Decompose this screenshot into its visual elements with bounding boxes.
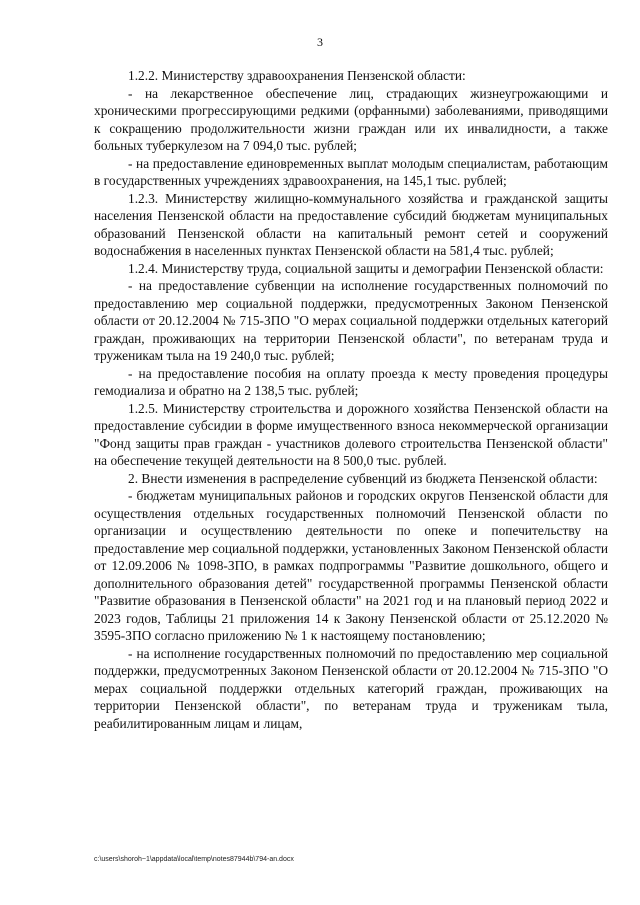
paragraph-social-support: - на исполнение государственных полномочий по предоставлению мер социальной поддержки, предусмотренных Законом Пензенской области от 20.12.2004 № 715-ЗПО "О мерах социальной поддержки отдельных категорий граждан, проживающих на территории Пензенской области", по ветеранам труда и труженикам тыла, реабилитированным лицам и лицам, xyxy=(94,645,608,731)
paragraph-young-specialists: - на предоставление единовременных выплат молодым специалистам, работающим в государственных учреждениях здравоохранения, на 145,1 тыс. рублей; xyxy=(94,155,608,188)
page-number: 3 xyxy=(317,35,323,49)
footer-file-path: c:\users\shoroh~1\appdata\local\temp\notes87944b\794-an.docx xyxy=(94,856,294,863)
paragraph-1-2-3-housing: 1.2.3. Министерству жилищно-коммунального хозяйства и гражданской защиты населения Пензенской области на предоставление субсидий бюджетам муниципальных образований Пензенской области на капитальный ремонт сетей и сооружений водоснабжения в населенных пунктах Пензенской области на 581,4 тыс. рублей; xyxy=(94,190,608,258)
paragraph-hemodialysis: - на предоставление пособия на оплату проезда к месту проведения процедуры гемодиализа и обратно на 2 138,5 тыс. рублей; xyxy=(94,365,608,398)
paragraph-1-2-2-heading: 1.2.2. Министерству здравоохранения Пензенской области: xyxy=(128,68,466,83)
paragraph-2-heading: 2. Внести изменения в распределение субвенций из бюджета Пензенской области: xyxy=(128,470,598,486)
paragraph-veterans-subvention: - на предоставление субвенции на исполнение государственных полномочий по предоставлению мер социальной поддержки, предусмотренных Законом Пензенской области от 20.12.2004 № 715-ЗПО "О мерах социальной поддержки отдельных категорий граждан, проживающих на территории Пензенской области", по ветеранам труда и труженикам тыла на 19 240,0 тыс. рублей; xyxy=(94,278,608,363)
document-body xyxy=(94,67,608,732)
paragraph-orphan-diseases: - на лекарственное обеспечение лиц, страдающих жизнеугрожающими и хроническими прогрессирующими редкими (орфанными) заболеваниями, приводящими к сокращению продолжительности жизни граждан или их инвалидности, а также больных туберкулезом на 7 094,0 тыс. рублей; xyxy=(94,85,608,153)
paragraph-guardianship: - бюджетам муниципальных районов и городских округов Пензенской области для осуществления отдельных государственных полномочий Пензенской области по организации и осуществлению деятельности по опеке и попечительству на предоставление мер социальной поддержки, установленных Законом Пензенской области от 12.09.2006 № 1098-ЗПО, в рамках подпрограммы "Развитие дошкольного, общего и дополнительного образования детей" государственной программы Пензенской области "Развитие образования в Пензенской области" на 2021 год и на плановый период 2022 и 2023 годов, Таблицы 21 приложения 14 к Закону Пензенской области от 25.12.2020 № 3595-ЗПО согласно приложению № 1 к настоящему постановлению; xyxy=(94,488,608,643)
paragraph-1-2-4-heading: 1.2.4. Министерству труда, социальной защиты и демографии Пензенской области: xyxy=(128,260,604,276)
paragraph-1-2-5-construction: 1.2.5. Министерству строительства и дорожного хозяйства Пензенской области на предоставление субсидии в форме имущественного взноса некоммерческой организации "Фонд защиты прав граждан - участников долевого строительства Пензенской области" на обеспечение текущей деятельности на 8 500,0 тыс. рублей. xyxy=(94,400,608,468)
